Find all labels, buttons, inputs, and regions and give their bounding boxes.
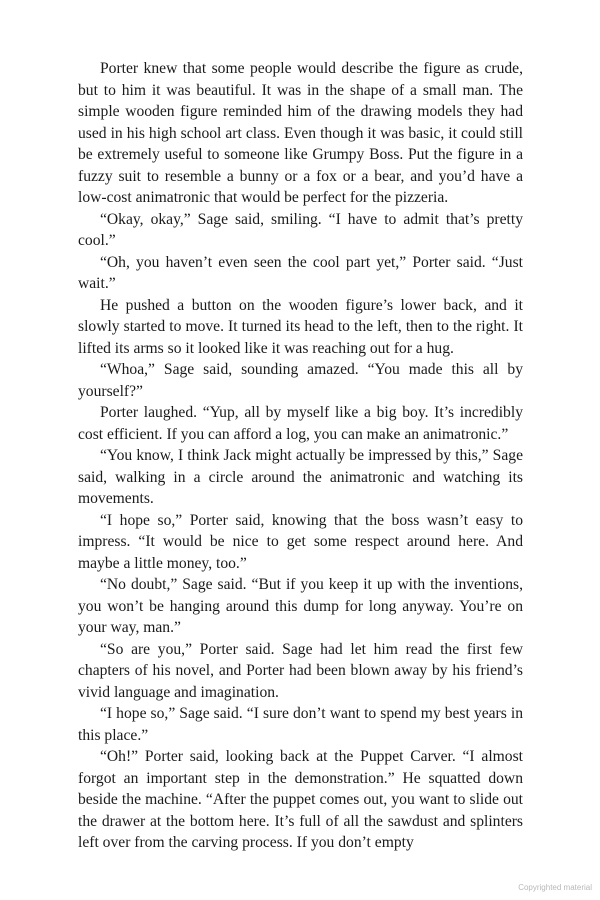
paragraph: “So are you,” Porter said. Sage had let him read the first few chapters of his novel, and Porter had been blown away by his friend’s vivid language and imagination. bbox=[78, 640, 523, 701]
paragraph: “I hope so,” Sage said. “I sure don’t want to spend my best years in this place.” bbox=[78, 705, 523, 744]
paragraph: “Whoa,” Sage said, sounding amazed. “You made this all by yourself?” bbox=[78, 361, 523, 400]
paragraph: He pushed a button on the wooden figure’s lower back, and it slowly started to move. It turned its head to the left, then to the right. It lifted its arms so it looked like it was reaching out for a hug. bbox=[78, 296, 523, 357]
paragraph: “Oh!” Porter said, looking back at the Puppet Carver. “I almost forgot an important step in the demonstration.” He squatted down beside the machine. “After the puppet comes out, you want to slide out the drawer at the bottom here. It’s full of all the sawdust and splinters left over from the carving process. If you don’t empty bbox=[78, 748, 523, 851]
paragraph: Porter laughed. “Yup, all by myself like a big boy. It’s incredibly cost efficient. If you can afford a log, you can make an animatronic.” bbox=[78, 404, 523, 443]
paragraph: “No doubt,” Sage said. “But if you keep it up with the inventions, you won’t be hanging around this dump for long anyway. You’re on your way, man.” bbox=[78, 576, 523, 636]
paragraph: “Okay, okay,” Sage said, smiling. “I have to admit that’s pretty cool.” bbox=[78, 210, 523, 249]
paragraph: Porter knew that some people would describe the figure as crude, but to him it was beautiful. It was in the shape of a small man. The simple wooden figure reminded him of the drawing models they had used in his high school art class. Even though it was basic, it could still be extremely useful to someone like Grumpy Boss. Put the figure in a fuzzy suit to resemble a bunny or a fox or a bear, and you’d have a low-cost animatronic that would be perfect for the pizzeria. bbox=[78, 60, 523, 206]
page-body bbox=[78, 58, 523, 854]
paragraph: “Oh, you haven’t even seen the cool part yet,” Porter said. “Just wait.” bbox=[78, 253, 523, 292]
copyright-watermark: Copyrighted material bbox=[518, 883, 592, 892]
paragraph: “I hope so,” Porter said, knowing that the boss wasn’t easy to impress. “It would be nice to get some respect around here. And maybe a little money, too.” bbox=[78, 511, 523, 572]
paragraph: “You know, I think Jack might actually be impressed by this,” Sage said, walking in a circle around the animatronic and watching its movements. bbox=[78, 447, 523, 507]
